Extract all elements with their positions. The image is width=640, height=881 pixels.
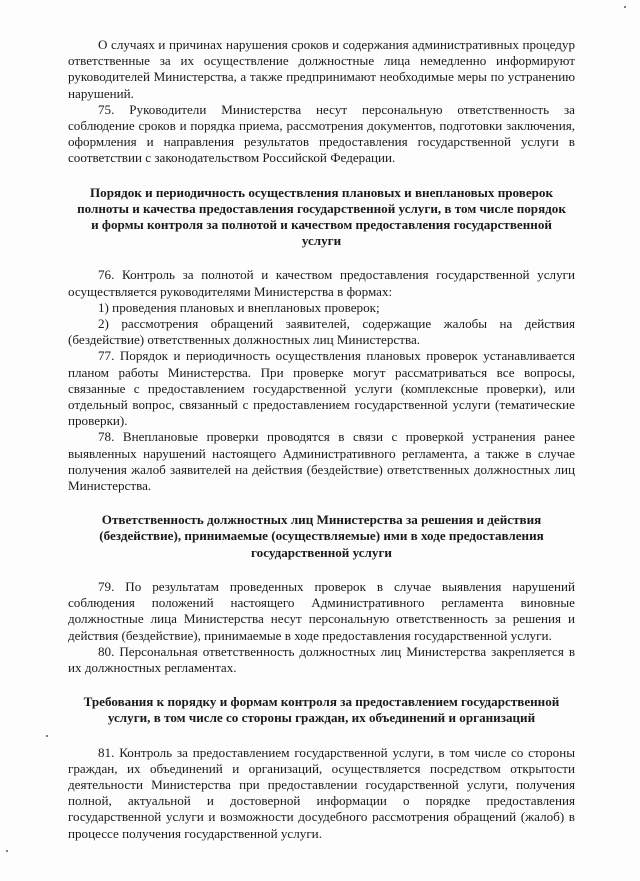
section-heading-control-requirements: Требования к порядку и формам контроля за предоставлением государственной услуги, в том числе со стороны граждан, их объединений и организаций (83, 694, 560, 726)
document-body (68, 37, 575, 842)
paragraph-75: 75. Руководители Министерства несут персональную ответственность за соблюдение сроков и порядка приема, рассмотрения документов, подготовки заключения, оформления и направления результатов предоставления государственной услуги в соответствии с законодательством Российской Федерации. (68, 101, 575, 166)
spacer (68, 249, 575, 267)
paragraph-81: 81. Контроль за предоставлением государственной услуги, в том числе со стороны граждан, их объединений и организаций, осуществляется посредством открытости деятельности Министерства при предоставлении государственной услуги, получения полной, актуальной и достоверной информации о порядке предоставления государственной услуги и возможности досудебного рассмотрения обращений (жалоб) в процессе получения государственной услуги. (68, 744, 575, 841)
section-heading-responsibility: Ответственность должностных лиц Министерства за решения и действия (бездействие), принимаемые (осуществляемые) ими в ходе предоставления государственной услуги (99, 512, 544, 560)
scan-speck (46, 735, 48, 737)
paragraph-78: 78. Внеплановые проверки проводятся в связи с проверкой устранения ранее выявленных нарушений настоящего Административного регламента, а также в случае получения жалоб заявителей на действия (бездействие) ответственных должностных лиц Министерства. (68, 429, 575, 494)
paragraph-80: 80. Персональная ответственность должностных лиц Министерства закрепляется в их должностных регламентах. (68, 643, 575, 675)
spacer (68, 727, 575, 745)
section-heading-inspections: Порядок и периодичность осуществления плановых и внеплановых проверок полноты и качества предоставления государственной услуги, в том числе порядок и формы контроля за полнотой и качеством предоставления государственной услуги (77, 184, 566, 249)
spacer (68, 167, 575, 185)
paragraph-79: 79. По результатам проведенных проверок в случае выявления нарушений соблюдения положений настоящего Административного регламента виновные должностные лица Министерства несут персональную ответственность за решения и действия (бездействие), принимаемые в ходе предоставления государственной услуги. (68, 578, 575, 643)
spacer (68, 494, 575, 512)
scan-speck (624, 6, 626, 8)
paragraph-intro: О случаях и причинах нарушения сроков и содержания административных процедур ответственные за их осуществление должностные лица немедленно информируют руководителей Министерства, а также предпринимают необходимые меры по устранению нарушений. (68, 37, 575, 101)
paragraph-76: 76. Контроль за полнотой и качеством предоставления государственной услуги осуществляется руководителями Министерства в формах: (68, 267, 575, 299)
paragraph-77: 77. Порядок и периодичность осуществления плановых проверок устанавливается планом работы Министерства. При проверке могут рассматриваться все вопросы, связанные с предоставлением государственной услуги (комплексные проверки), или отдельный вопрос, связанный с предоставлением государственной услуги (тематические проверки). (68, 348, 575, 429)
spacer (68, 676, 575, 694)
spacer (68, 561, 575, 579)
list-item-76-2: 2) рассмотрения обращений заявителей, содержащие жалобы на действия (бездействие) ответственных должностных лиц Министерства. (68, 316, 575, 348)
list-item-76-1: 1) проведения плановых и внеплановых проверок; (98, 299, 380, 315)
scan-speck (6, 850, 8, 852)
